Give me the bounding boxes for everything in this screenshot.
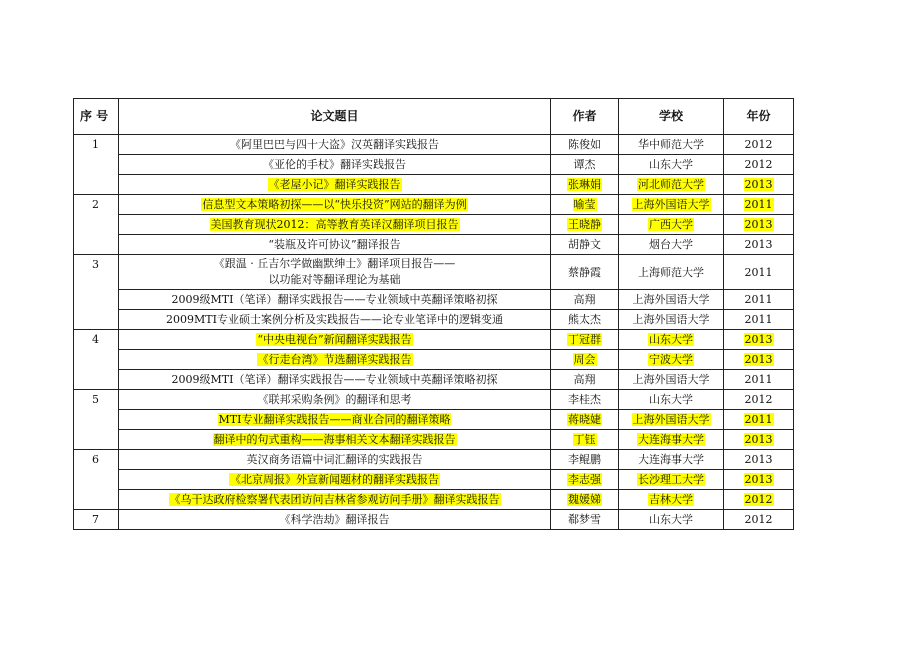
cell-title-highlight: 《乌干达政府检察署代表团访问吉林省参观访问手册》翻译实践报告 bbox=[169, 493, 500, 506]
table-row bbox=[74, 390, 794, 410]
table-row bbox=[74, 430, 794, 450]
cell-author-highlight: 丁钰 bbox=[573, 433, 596, 446]
header-number: 序 号 bbox=[74, 99, 119, 135]
cell-year bbox=[724, 330, 794, 350]
cell-title-highlight: 信息型文本策略初探——以“快乐投资”网站的翻译为例 bbox=[202, 198, 467, 211]
cell-school-highlight: 宁波大学 bbox=[649, 353, 693, 366]
table-row bbox=[74, 195, 794, 215]
cell-year: 2012 bbox=[724, 155, 794, 175]
table-body bbox=[74, 135, 794, 530]
cell-title bbox=[119, 410, 551, 430]
cell-year-highlight: 2013 bbox=[744, 333, 773, 346]
table-row bbox=[74, 235, 794, 255]
cell-title-highlight: 美国教育现状2012：高等教育英译汉翻译项目报告 bbox=[210, 218, 459, 231]
cell-author-highlight: 李志强 bbox=[568, 473, 601, 486]
cell-school bbox=[619, 430, 724, 450]
cell-author bbox=[551, 330, 619, 350]
cell-year: 2013 bbox=[724, 235, 794, 255]
cell-author: 李桂杰 bbox=[551, 390, 619, 410]
cell-author bbox=[551, 175, 619, 195]
cell-title: 2009级MTI（笔译）翻译实践报告——专业领域中英翻译策略初探 bbox=[119, 290, 551, 310]
cell-author: 熊太杰 bbox=[551, 310, 619, 330]
header-year: 年份 bbox=[724, 99, 794, 135]
cell-title: 2009MTI专业硕士案例分析及实践报告——论专业笔译中的逻辑变通 bbox=[119, 310, 551, 330]
cell-author: 高翔 bbox=[551, 370, 619, 390]
cell-school: 上海外国语大学 bbox=[619, 310, 724, 330]
cell-year: 2011 bbox=[724, 370, 794, 390]
cell-title-highlight: “中央电视台”新闻翻译实践报告 bbox=[257, 333, 412, 346]
cell-author: 谭杰 bbox=[551, 155, 619, 175]
cell-year: 2012 bbox=[724, 390, 794, 410]
cell-school bbox=[619, 330, 724, 350]
thesis-table-container bbox=[73, 98, 793, 530]
row-number: 6 bbox=[74, 450, 119, 510]
cell-author-highlight: 魏媛娣 bbox=[568, 493, 601, 506]
cell-year: 2011 bbox=[724, 310, 794, 330]
cell-school bbox=[619, 215, 724, 235]
cell-title: 2009级MTI（笔译）翻译实践报告——专业领域中英翻译策略初探 bbox=[119, 370, 551, 390]
row-number: 1 bbox=[74, 135, 119, 195]
cell-school bbox=[619, 470, 724, 490]
cell-title-line-1: 《跟温 · 丘吉尔学做幽默绅士》翻译项目报告—— bbox=[213, 257, 456, 270]
table-row bbox=[74, 330, 794, 350]
table-row bbox=[74, 490, 794, 510]
cell-title-line-2: 以功能对等翻译理论为基础 bbox=[268, 273, 401, 286]
cell-author: 李鲲鹏 bbox=[551, 450, 619, 470]
cell-author bbox=[551, 410, 619, 430]
cell-author: 陈俊如 bbox=[551, 135, 619, 155]
table-row bbox=[74, 310, 794, 330]
cell-school: 山东大学 bbox=[619, 510, 724, 530]
cell-school: 上海外国语大学 bbox=[619, 370, 724, 390]
cell-author-highlight: 喻莹 bbox=[573, 198, 596, 211]
table-row bbox=[74, 470, 794, 490]
cell-title-highlight: MTI专业翻译实践报告——商业合同的翻译策略 bbox=[218, 413, 451, 426]
cell-author: 胡静文 bbox=[551, 235, 619, 255]
cell-school-highlight: 长沙理工大学 bbox=[638, 473, 704, 486]
cell-school-highlight: 广西大学 bbox=[649, 218, 693, 231]
cell-author-highlight: 周会 bbox=[573, 353, 596, 366]
cell-title bbox=[119, 255, 551, 290]
cell-title bbox=[119, 490, 551, 510]
cell-school: 上海外国语大学 bbox=[619, 290, 724, 310]
cell-year: 2011 bbox=[724, 255, 794, 290]
cell-school-highlight: 山东大学 bbox=[649, 333, 693, 346]
table-row bbox=[74, 410, 794, 430]
cell-title: 《亚伦的手杖》翻译实践报告 bbox=[119, 155, 551, 175]
cell-title: 《阿里巴巴与四十大盗》汉英翻译实践报告 bbox=[119, 135, 551, 155]
cell-author: 蔡静霞 bbox=[551, 255, 619, 290]
table-row bbox=[74, 290, 794, 310]
cell-author-highlight: 张琳娟 bbox=[568, 178, 601, 191]
cell-year: 2012 bbox=[724, 510, 794, 530]
row-number: 7 bbox=[74, 510, 119, 530]
cell-title bbox=[119, 470, 551, 490]
cell-year-highlight: 2013 bbox=[744, 353, 773, 366]
cell-year bbox=[724, 470, 794, 490]
cell-title: “装瓶及许可协议”翻译报告 bbox=[119, 235, 551, 255]
cell-school bbox=[619, 175, 724, 195]
cell-author-highlight: 丁冠群 bbox=[568, 333, 601, 346]
cell-year-highlight: 2013 bbox=[744, 473, 773, 486]
cell-school: 大连海事大学 bbox=[619, 450, 724, 470]
cell-school bbox=[619, 195, 724, 215]
table-row bbox=[74, 370, 794, 390]
cell-year: 2013 bbox=[724, 450, 794, 470]
cell-title-highlight: 《行走台湾》节选翻译实践报告 bbox=[257, 353, 412, 366]
cell-year bbox=[724, 430, 794, 450]
table-row bbox=[74, 135, 794, 155]
cell-title bbox=[119, 195, 551, 215]
cell-title: 《联邦采购条例》的翻译和思考 bbox=[119, 390, 551, 410]
cell-school: 山东大学 bbox=[619, 155, 724, 175]
cell-year bbox=[724, 215, 794, 235]
cell-school-highlight: 吉林大学 bbox=[649, 493, 693, 506]
table-row bbox=[74, 510, 794, 530]
table-row bbox=[74, 255, 794, 290]
cell-title bbox=[119, 350, 551, 370]
cell-school bbox=[619, 490, 724, 510]
cell-title-highlight: 《北京周报》外宣新闻题材的翻译实践报告 bbox=[230, 473, 439, 486]
cell-school bbox=[619, 350, 724, 370]
cell-author bbox=[551, 350, 619, 370]
row-number: 5 bbox=[74, 390, 119, 450]
cell-year bbox=[724, 350, 794, 370]
cell-year bbox=[724, 490, 794, 510]
row-number: 4 bbox=[74, 330, 119, 390]
cell-school-highlight: 上海外国语大学 bbox=[632, 198, 710, 211]
cell-school-highlight: 河北师范大学 bbox=[638, 178, 704, 191]
header-author: 作者 bbox=[551, 99, 619, 135]
cell-author bbox=[551, 215, 619, 235]
table-row bbox=[74, 215, 794, 235]
cell-title-highlight: 《老屋小记》翻译实践报告 bbox=[268, 178, 401, 191]
cell-year bbox=[724, 195, 794, 215]
cell-title bbox=[119, 215, 551, 235]
cell-author: 郗梦雪 bbox=[551, 510, 619, 530]
cell-school: 烟台大学 bbox=[619, 235, 724, 255]
cell-school: 山东大学 bbox=[619, 390, 724, 410]
cell-title-highlight: 翻译中的句式重构——海事相关文本翻译实践报告 bbox=[213, 433, 456, 446]
cell-year-highlight: 2013 bbox=[744, 433, 773, 446]
cell-year: 2012 bbox=[724, 135, 794, 155]
cell-author bbox=[551, 195, 619, 215]
cell-year: 2011 bbox=[724, 290, 794, 310]
cell-year-highlight: 2011 bbox=[744, 413, 773, 426]
cell-title bbox=[119, 330, 551, 350]
cell-title: 英汉商务语篇中词汇翻译的实践报告 bbox=[119, 450, 551, 470]
header-row bbox=[74, 99, 794, 135]
cell-year-highlight: 2013 bbox=[744, 178, 773, 191]
cell-author bbox=[551, 490, 619, 510]
thesis-table bbox=[73, 98, 794, 530]
cell-author: 高翔 bbox=[551, 290, 619, 310]
cell-year bbox=[724, 175, 794, 195]
table-row bbox=[74, 155, 794, 175]
cell-author-highlight: 王晓静 bbox=[568, 218, 601, 231]
table-row bbox=[74, 350, 794, 370]
cell-year-highlight: 2013 bbox=[744, 218, 773, 231]
cell-year-highlight: 2012 bbox=[744, 493, 773, 506]
cell-school-highlight: 大连海事大学 bbox=[638, 433, 704, 446]
table-row bbox=[74, 450, 794, 470]
cell-author bbox=[551, 430, 619, 450]
cell-school: 华中师范大学 bbox=[619, 135, 724, 155]
row-number: 2 bbox=[74, 195, 119, 255]
row-number: 3 bbox=[74, 255, 119, 330]
cell-author-highlight: 蒋晓婕 bbox=[568, 413, 601, 426]
header-school: 学校 bbox=[619, 99, 724, 135]
cell-title bbox=[119, 430, 551, 450]
cell-school bbox=[619, 410, 724, 430]
cell-year bbox=[724, 410, 794, 430]
cell-author bbox=[551, 470, 619, 490]
cell-year-highlight: 2011 bbox=[744, 198, 773, 211]
cell-title bbox=[119, 175, 551, 195]
cell-school: 上海师范大学 bbox=[619, 255, 724, 290]
table-row bbox=[74, 175, 794, 195]
cell-school-highlight: 上海外国语大学 bbox=[632, 413, 710, 426]
cell-title: 《科学浩劫》翻译报告 bbox=[119, 510, 551, 530]
header-title: 论文题目 bbox=[119, 99, 551, 135]
